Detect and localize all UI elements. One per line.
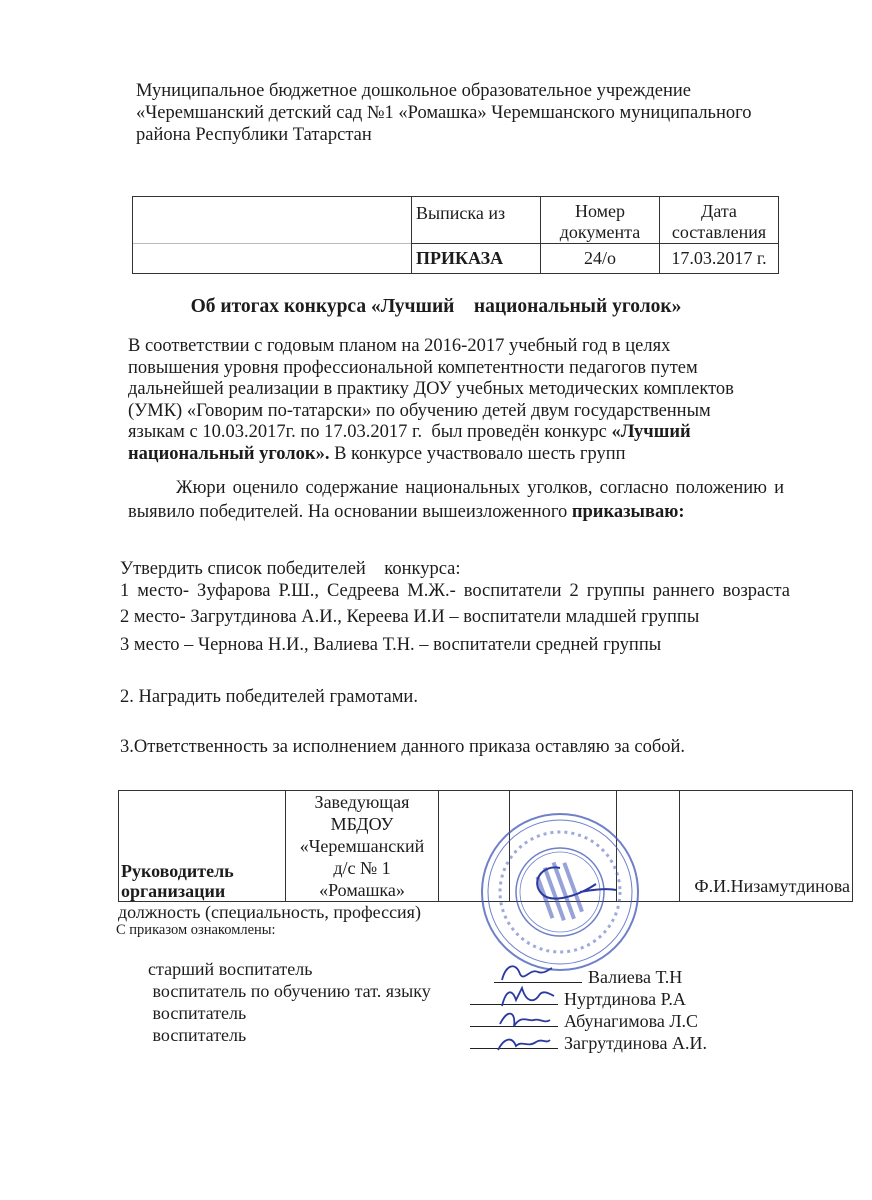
winner-place-2: 2 место- Загрутдинова А.И., Кереева И.И – воспитатели младшей группы bbox=[120, 607, 700, 627]
order-award: 2. Наградить победителей грамотами. bbox=[120, 687, 418, 707]
signature-position bbox=[286, 791, 439, 902]
document-date-header: Дата составления bbox=[660, 197, 779, 244]
orders-block bbox=[120, 558, 790, 758]
document-title: Об итогах конкурса «Лучший национальный уголок» bbox=[190, 296, 682, 317]
intro-line: В соответствии с годовым планом на 2016-2017 учебный год в целях bbox=[128, 336, 671, 356]
document-number-header: Номер документа bbox=[541, 197, 660, 244]
extract-blank-cell bbox=[133, 244, 412, 274]
jury-text: Жюри оценило содержание национальных уголков, согласно положению и выявило победителей. На основании вышеизложенного bbox=[128, 478, 784, 522]
document-date-value: 17.03.2017 г. bbox=[660, 244, 779, 274]
extract-label-top: Выписка из bbox=[412, 197, 541, 244]
staff-signature-icon bbox=[492, 1028, 552, 1058]
staff-role: воспитатель bbox=[148, 1025, 247, 1045]
staff-name: Нуртдинова Р.А bbox=[564, 989, 686, 1009]
position-line: МБДОУ bbox=[330, 814, 394, 834]
staff-name: Загрутдинова А.И. bbox=[564, 1033, 707, 1053]
position-footnote: должность (специальность, профессия) bbox=[118, 902, 421, 922]
acquainted-label: С приказом ознакомлены: bbox=[116, 922, 276, 938]
organization-header bbox=[136, 80, 816, 146]
staff-roles bbox=[148, 958, 431, 1046]
extract-blank-cell bbox=[133, 197, 412, 244]
extract-label-bottom: ПРИКАЗА bbox=[412, 244, 541, 274]
intro-line: (УМК) «Говорим по-татарски» по обучению детей двум государственным bbox=[128, 400, 711, 421]
extract-table bbox=[132, 196, 779, 274]
position-line: «Черемшанский bbox=[299, 836, 425, 856]
winner-place-3: 3 место – Чернова Н.И., Валиева Т.Н. – воспитатели средней группы bbox=[120, 635, 662, 655]
header-line: Муниципальное бюджетное дошкольное образовательное учреждение bbox=[136, 81, 691, 101]
contest-name-bold: «Лучший bbox=[611, 422, 691, 442]
position-line: д/с № 1 bbox=[333, 858, 391, 878]
document-number-value: 24/о bbox=[541, 244, 660, 274]
signature-name: Ф.И.Низамутдинова bbox=[680, 791, 853, 902]
director-signature-icon bbox=[520, 860, 620, 910]
winner-place-1: 1 место- Зуфарова Р.Ш., Седреева М.Ж.- воспитатели 2 группы раннего возраста bbox=[120, 581, 790, 601]
intro-tail: В конкурсе участвовало шесть групп bbox=[329, 443, 626, 464]
intro-paragraph bbox=[128, 336, 788, 465]
intro-line: языкам с 10.03.2017г. по 17.03.2017 г. был проведён конкурс bbox=[128, 422, 612, 442]
jury-paragraph bbox=[128, 476, 784, 524]
intro-line: повышения уровня профессиональной компетентности педагогов путем bbox=[128, 357, 698, 378]
signature-head: Руководитель организации bbox=[119, 791, 286, 902]
intro-line: дальнейшей реализации в практику ДОУ учебных методических комплектов bbox=[128, 379, 734, 399]
staff-role: воспитатель по обучению тат. языку bbox=[148, 981, 431, 1001]
approve-list: Утвердить список победителей конкурса: bbox=[120, 559, 461, 579]
staff-role: воспитатель bbox=[148, 1003, 247, 1023]
position-line: Заведующая bbox=[314, 792, 410, 812]
header-line: «Черемшанский детский сад №1 «Ромашка» Черемшанского муниципального bbox=[136, 103, 752, 123]
header-line: района Республики Татарстан bbox=[136, 125, 372, 145]
order-responsibility: 3.Ответственность за исполнением данного приказа оставляю за собой. bbox=[120, 737, 686, 757]
order-word: приказываю: bbox=[571, 502, 685, 522]
position-line: «Ромашка» bbox=[319, 880, 405, 900]
staff-name: Абунагимова Л.С bbox=[564, 1011, 699, 1031]
staff-role: старший воспитатель bbox=[148, 959, 313, 979]
contest-name-bold: национальный уголок». bbox=[128, 443, 330, 464]
staff-name: Валиева Т.Н bbox=[588, 967, 683, 987]
